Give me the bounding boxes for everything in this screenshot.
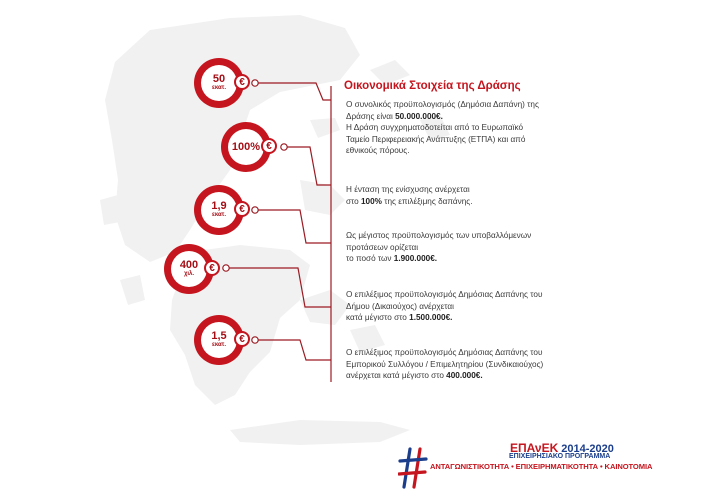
max-budget-badge-1-9m [194,185,244,235]
text-line [346,312,542,324]
highlight-value: 1.900.000€. [393,254,438,263]
text-segment: στο [346,196,361,206]
logo-brand: ΕΠΑνΕΚ [510,441,559,455]
text-line [346,359,543,371]
text-line [346,370,543,382]
euro-icon: € [204,260,220,276]
text-line [346,111,539,123]
text-line [346,196,473,208]
badge-value: 1,5 [211,330,227,342]
logo-years: 2014-2020 [561,443,614,455]
text-segment: το ποσό των [346,254,394,263]
chamber-badge-400k [164,244,214,294]
text-line [346,99,539,111]
text-segment: Ως μέγιστος προϋπολογισμός των υποβαλλόμενων [346,231,532,240]
euro-icon: € [234,331,250,347]
highlight-value: 50.000.000€. [395,111,443,121]
badge-unit: εκατ. [211,212,227,218]
highlight-value: 1.500.000€. [409,313,453,322]
connector-5 [255,340,331,360]
text-segment: της επιλέξιμης δαπάνης. [381,196,473,206]
badge-unit: χιλ. [183,271,195,277]
text-segment: Εμπορικού Συλλόγου / Επιμελητηρίου (Συνδικαιούχος) [346,359,544,369]
text-line [346,184,473,196]
connector-2 [284,147,331,185]
intensity-badge-100 [221,122,271,172]
badge-unit: εκατ. [211,342,227,348]
text-segment: Ο επιλέξιμος προϋπολογισμός Δημόσιας Δαπάνης του [346,348,543,357]
text-segment: προτάσεων ορίζεται [346,242,419,252]
text-block-max-budget [346,230,531,265]
logo-programme: ΕΠΙΧΕΙΡΗΣΙΑΚΟ ΠΡΟΓΡΑΜΜΑ [509,453,611,460]
highlight-value: 100% [361,196,382,206]
connector-3 [255,210,331,243]
epanek-logo [398,441,688,491]
text-block-total-budget [346,99,539,157]
euro-icon: € [261,138,277,154]
text-line [346,301,542,313]
text-line [346,122,539,134]
text-line [346,253,531,265]
euro-icon: € [234,201,250,217]
text-block-aid-intensity [346,184,473,207]
badge-value: 1,9 [211,200,227,212]
budget-badge-50m [194,58,244,108]
page-title: Οικονομικά Στοιχεία της Δράσης [344,80,521,92]
text-segment: Η Δράση συγχρηματοδοτείται από το Ευρωπαϊκό [346,123,524,132]
logo-tagline: ΑΝΤΑΓΩΝΙΣΤΙΚΟΤΗΤΑ • ΕΠΙΧΕΙΡΗΜΑΤΙΚΟΤΗΤΑ • ΚΑΙΝΟΤΟΜΙΑ [430,462,653,471]
text-line [346,230,531,242]
text-line [346,145,539,157]
text-block-chamber-budget [346,347,543,382]
text-segment: Δράσης είναι [346,111,396,121]
text-line [346,134,539,146]
text-segment: Ο επιλέξιμος προϋπολογισμός Δημόσιας Δαπάνης του [346,290,543,299]
badge-value: 50 [212,73,226,85]
text-segment: Δήμου (Δικαιούχος) ανέρχεται [346,301,454,311]
text-segment: ανέρχεται κατά μέγιστο στο [346,371,447,380]
municipality-badge-1-5m [194,315,244,365]
highlight-value: 400.000€. [446,371,483,380]
text-line [346,242,531,254]
connector-4 [226,268,331,307]
euro-icon: € [234,74,250,90]
text-segment: Ο συνολικός προϋπολογισμός (Δημόσια Δαπάνη) της [346,100,539,109]
text-line [346,289,542,301]
connector-1 [255,83,331,100]
badge-value: 400 [179,259,199,271]
badge-value: 100% [231,140,261,153]
text-block-municipality-budget [346,289,542,324]
text-line [346,347,543,359]
hashtag-logo-icon [398,445,428,489]
text-segment: εθνικούς πόρους. [346,146,410,155]
text-segment: κατά μέγιστο στο [346,313,410,322]
text-segment: Η ένταση της ενίσχυσης ανέρχεται [346,185,470,194]
badge-unit: εκατ. [211,85,227,91]
text-segment: Ταμείο Περιφερειακής Ανάπτυξης (ΕΤΠΑ) και από [346,134,526,144]
